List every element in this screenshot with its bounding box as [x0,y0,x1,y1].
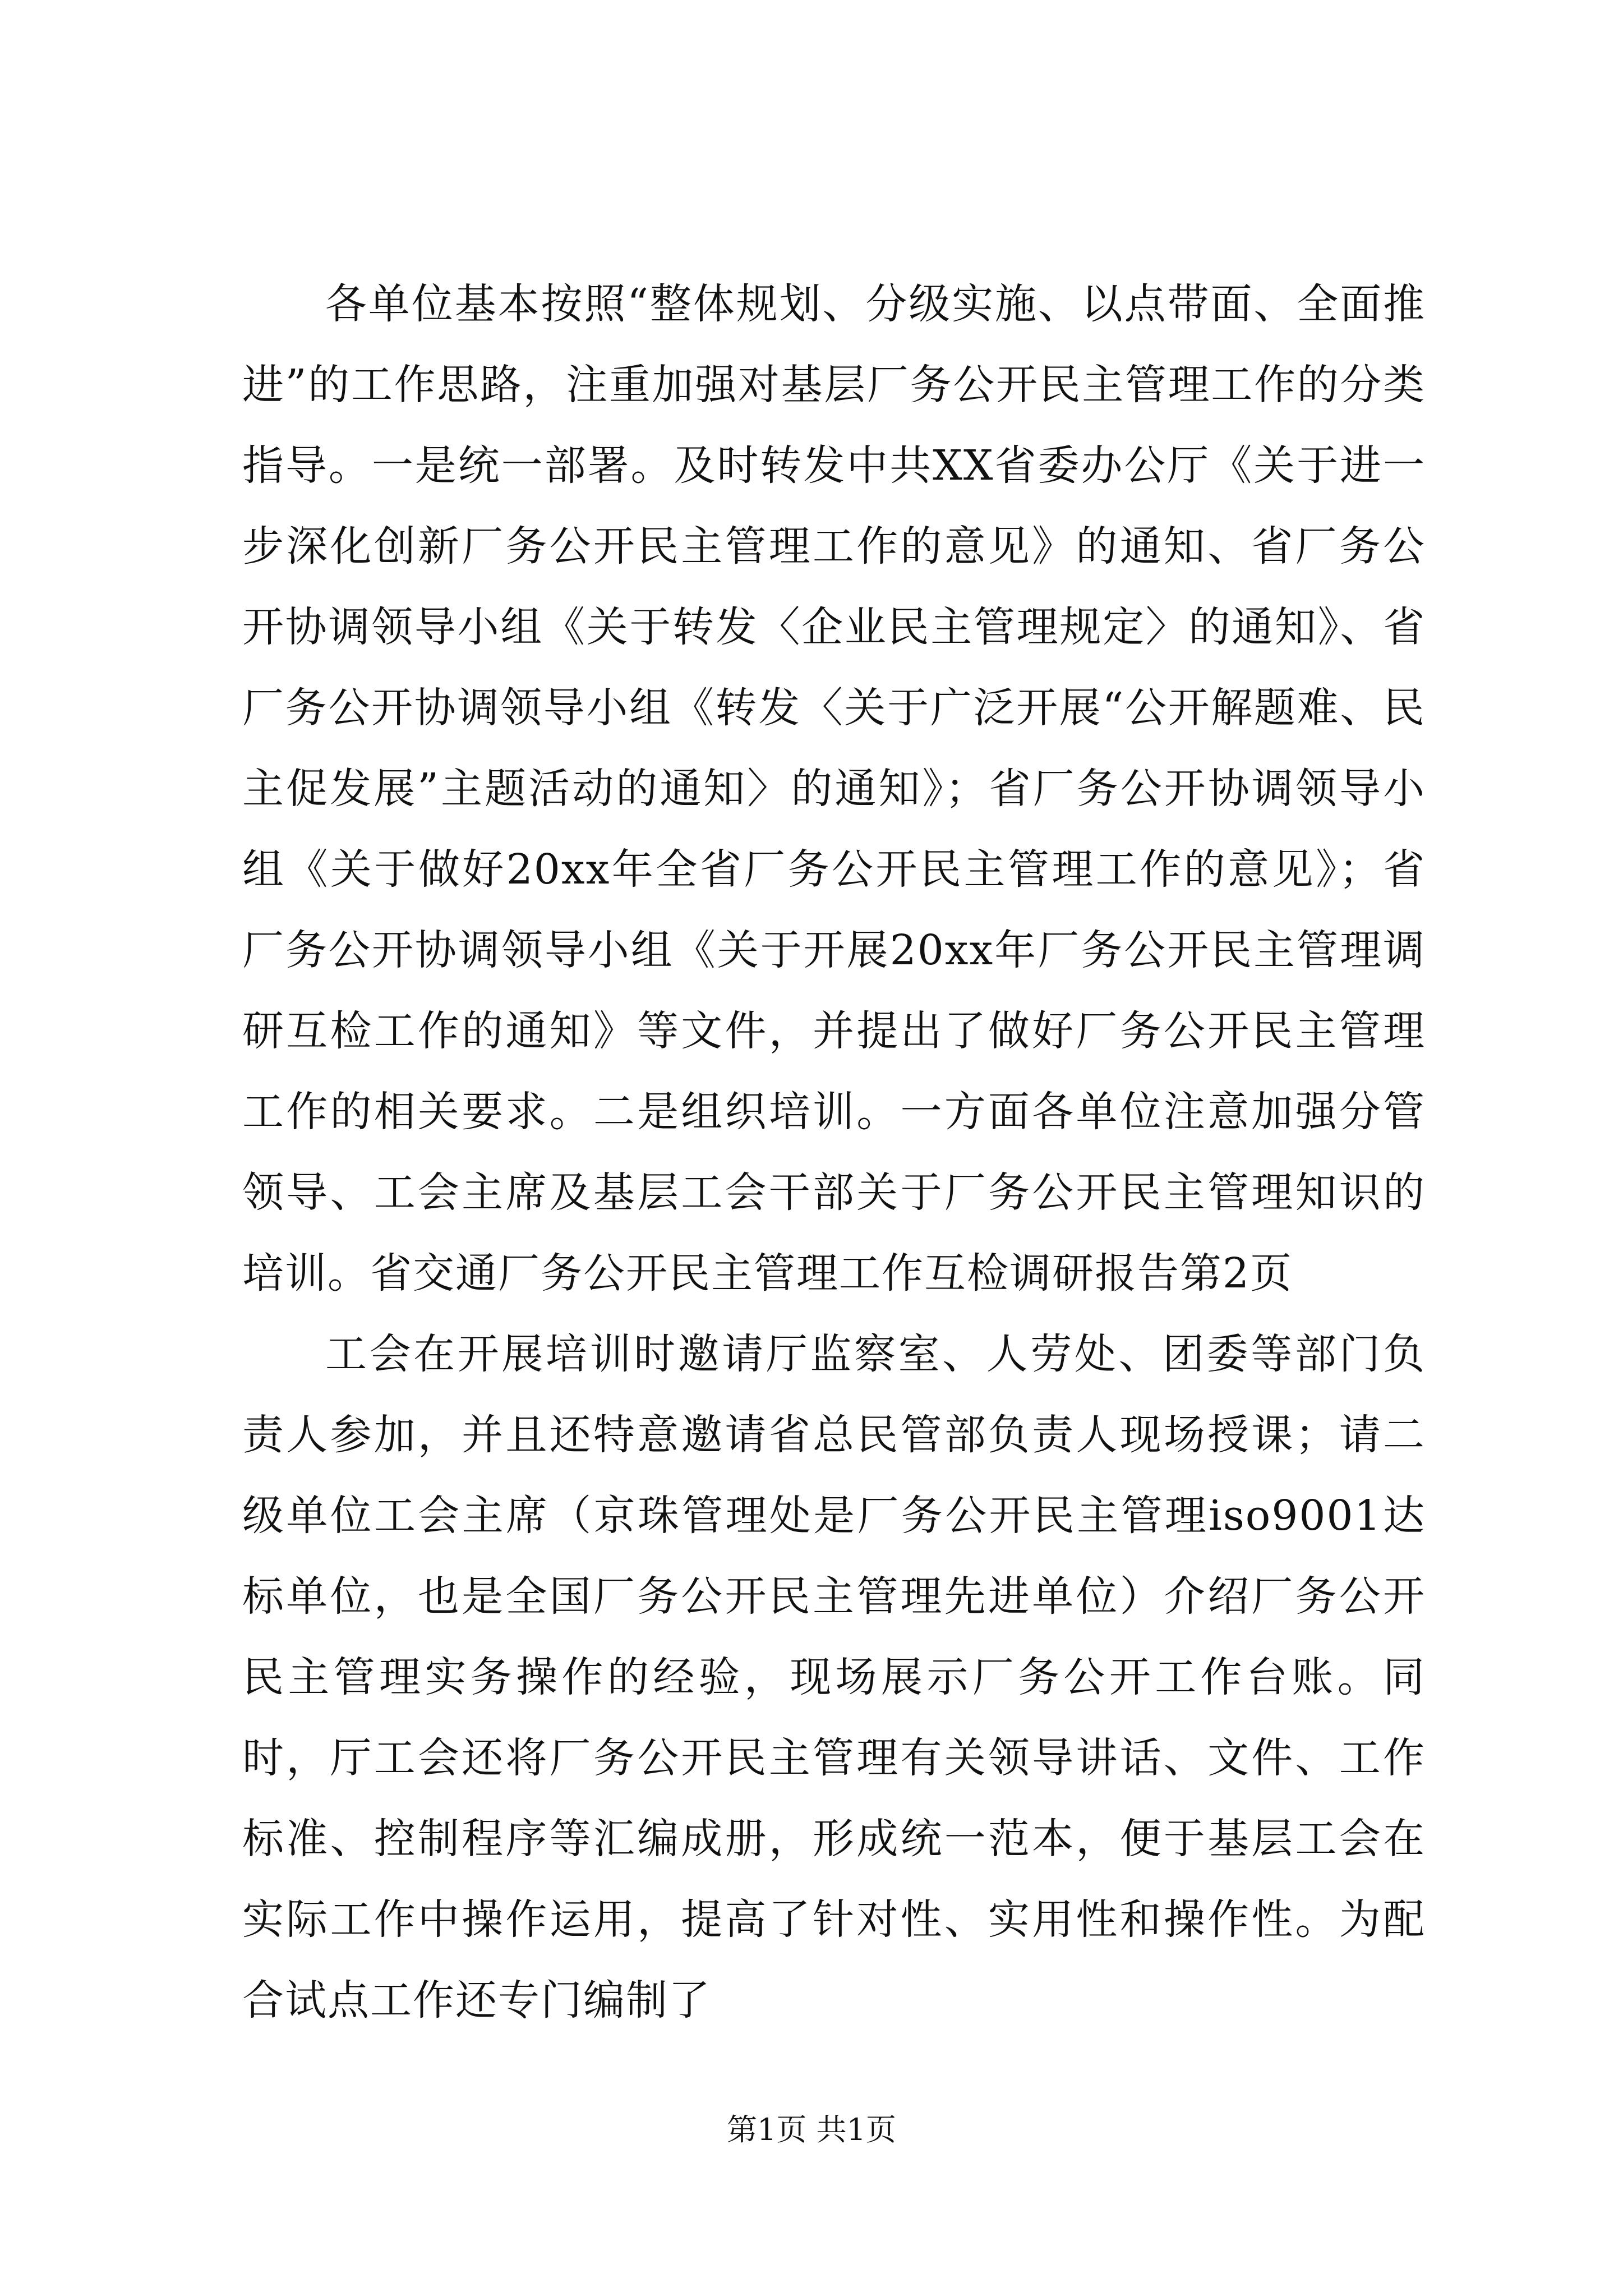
document-body [242,264,1426,2041]
paragraph-1: 各单位基本按照“整体规划、分级实施、以点带面、全面推进”的工作思路，注重加强对基层厂务公开民主管理工作的分类指导。一是统一部署。及时转发中共XX省委办公厅《关于进一步深化创新厂务公开民主管理工作的意见》的通知、省厂务公开协调领导小组《关于转发〈企业民主管理规定〉的通知》、省厂务公开协调领导小组《转发〈关于广泛开展“公开解题难、民主促发展”主题活动的通知〉的通知》；省厂务公开协调领导小组《关于做好20xx年全省厂务公开民主管理工作的意见》；省厂务公开协调领导小组《关于开展20xx年厂务公开民主管理调研互检工作的通知》等文件，并提出了做好厂务公开民主管理工作的相关要求。二是组织培训。一方面各单位注意加强分管领导、工会主席及基层工会干部关于厂务公开民主管理知识的培训。省交通厂务公开民主管理工作互检调研报告第2页 [242,280,1426,1297]
page-footer: 第1页 共1页 [727,2112,896,2147]
paragraph-2: 工会在开展培训时邀请厅监察室、人劳处、团委等部门负责人参加，并且还特意邀请省总民管部负责人现场授课；请二级单位工会主席（京珠管理处是厂务公开民主管理iso9001达标单位，也是全国厂务公开民主管理先进单位）介绍厂务公开民主管理实务操作的经验，现场展示厂务公开工作台账。同时，厅工会还将厂务公开民主管理有关领导讲话、文件、工作标准、控制程序等汇编成册，形成统一范本，便于基层工会在实际工作中操作运用，提高了针对性、实用性和操作性。为配合试点工作还专门编制了 [242,1330,1426,2024]
